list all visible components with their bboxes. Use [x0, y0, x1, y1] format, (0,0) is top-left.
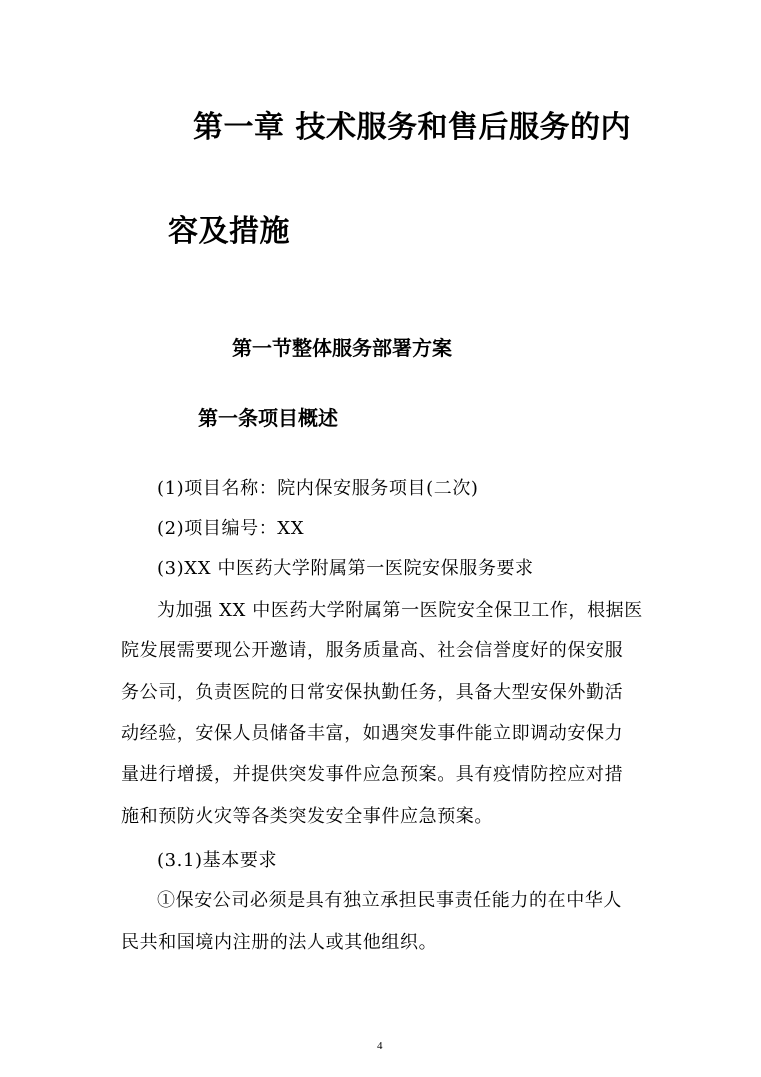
chapter-title-line-1: 第一章 技术服务和售后服务的内 [193, 110, 631, 145]
paragraph-line: 施和预防火灾等各类突发安全事件应急预案。 [121, 806, 493, 827]
item-project-name: (1)项目名称：院内保安服务项目(二次) [157, 478, 479, 499]
chapter-title-line-2: 容及措施 [168, 214, 290, 249]
paragraph-line: 动经验，安保人员储备丰富，如遇突发事件能立即调动安保力 [121, 723, 624, 744]
paragraph-line: 务公司，负责医院的日常安保执勤任务，具备大型安保外勤活 [121, 682, 624, 703]
paragraph-line: 为加强 XX 中医药大学附属第一医院安全保卫工作，根据医 [157, 600, 643, 621]
section-title: 第一节整体服务部署方案 [232, 336, 452, 360]
requirement-item-line: 民共和国境内注册的法人或其他组织。 [121, 932, 438, 953]
paragraph-line: 量进行增援，并提供突发事件应急预案。具有疫情防控应对措 [121, 764, 624, 785]
requirement-item-line: ①保安公司必须是具有独立承担民事责任能力的在中华人 [157, 890, 622, 911]
item-project-number: (2)项目编号：XX [157, 518, 305, 539]
page-number: 4 [377, 1040, 383, 1052]
paragraph-line: 院发展需要现公开邀请，服务质量高、社会信誉度好的保安服 [121, 640, 624, 661]
item-requirement-title: (3)XX 中医药大学附属第一医院安保服务要求 [157, 558, 534, 579]
article-title: 第一条项目概述 [198, 406, 338, 430]
basic-requirements-heading: (3.1)基本要求 [157, 850, 278, 871]
